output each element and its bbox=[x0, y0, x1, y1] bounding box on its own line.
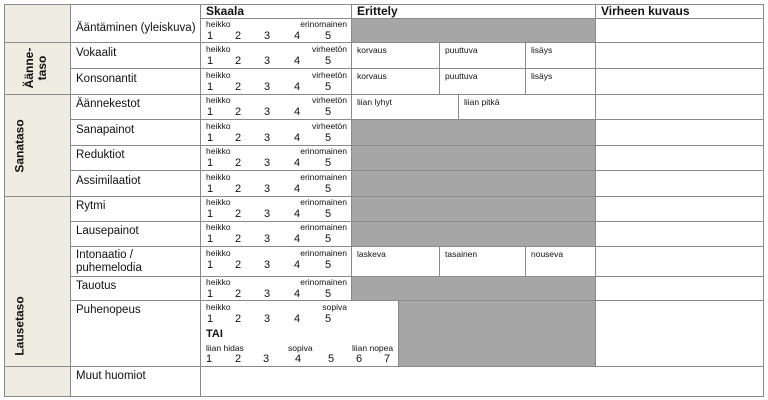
scale-number[interactable]: 3 bbox=[264, 106, 271, 118]
scale-low-label: heikko bbox=[206, 222, 231, 232]
scale-high-label: erinomainen bbox=[300, 19, 347, 29]
rating-scale[interactable] bbox=[204, 43, 350, 69]
category-substitution[interactable]: korvaus bbox=[357, 45, 387, 55]
tempo-scale-number[interactable]: 1 bbox=[206, 353, 213, 365]
scale-number[interactable]: 1 bbox=[207, 55, 214, 67]
scale-high-label: erinomainen bbox=[300, 146, 347, 156]
scale-number[interactable]: 4 bbox=[294, 288, 301, 300]
section-cell-blank bbox=[4, 4, 70, 42]
scale-number[interactable]: 1 bbox=[207, 183, 214, 195]
rating-scale[interactable] bbox=[204, 247, 350, 273]
scale-number[interactable]: 4 bbox=[294, 132, 301, 144]
scale-number[interactable]: 1 bbox=[207, 106, 214, 118]
scale-high-label: virheetön bbox=[312, 95, 347, 105]
rating-scale[interactable] bbox=[204, 301, 350, 327]
scale-number[interactable]: 3 bbox=[264, 81, 271, 93]
scale-high-label: erinomainen bbox=[300, 222, 347, 232]
scale-high-label: erinomainen bbox=[300, 277, 347, 287]
scale-number[interactable]: 2 bbox=[235, 208, 242, 220]
tempo-scale-number[interactable]: 2 bbox=[235, 353, 242, 365]
scale-number[interactable]: 1 bbox=[207, 81, 214, 93]
scale-number[interactable]: 5 bbox=[325, 208, 332, 220]
category-falling[interactable]: laskeva bbox=[357, 249, 386, 259]
scale-number[interactable]: 1 bbox=[207, 208, 214, 220]
shaded-cell bbox=[398, 300, 595, 366]
scale-number[interactable]: 5 bbox=[325, 132, 332, 144]
scale-number[interactable]: 5 bbox=[325, 157, 332, 169]
scale-low-label: heikko bbox=[206, 248, 231, 258]
category-missing[interactable]: puuttuva bbox=[445, 45, 478, 55]
category-missing[interactable]: puuttuva bbox=[445, 71, 478, 81]
scale-low-label: heikko bbox=[206, 95, 231, 105]
scale-number[interactable]: 2 bbox=[235, 288, 242, 300]
scale-number[interactable]: 4 bbox=[294, 259, 301, 271]
item-label: Puhenopeus bbox=[76, 304, 141, 316]
section-cell-notes bbox=[4, 366, 70, 396]
rating-scale[interactable] bbox=[204, 94, 350, 120]
tempo-too-slow-label: liian hidas bbox=[206, 343, 244, 353]
scale-low-label: heikko bbox=[206, 121, 231, 131]
scale-number[interactable]: 4 bbox=[294, 157, 301, 169]
scale-number[interactable]: 1 bbox=[207, 157, 214, 169]
tempo-scale-number[interactable]: 4 bbox=[295, 353, 302, 365]
scale-number[interactable]: 1 bbox=[207, 132, 214, 144]
scale-number[interactable]: 2 bbox=[235, 106, 242, 118]
scale-number[interactable]: 2 bbox=[235, 183, 242, 195]
scale-low-label: heikko bbox=[206, 19, 231, 29]
scale-high-label: sopiva bbox=[322, 302, 347, 312]
scale-high-label: virheetön bbox=[312, 70, 347, 80]
shaded-cell bbox=[351, 276, 595, 300]
scale-number[interactable]: 1 bbox=[207, 313, 214, 325]
section-label-word-level: Sanataso bbox=[12, 119, 27, 173]
scale-number[interactable]: 5 bbox=[325, 30, 332, 42]
scale-number[interactable]: 4 bbox=[294, 55, 301, 67]
rating-scale[interactable] bbox=[204, 18, 350, 44]
item-label: Äännekestot bbox=[76, 98, 140, 110]
rating-scale[interactable] bbox=[204, 69, 350, 95]
item-label: Intonaatio / puhemelodia bbox=[76, 249, 142, 274]
scale-number[interactable]: 5 bbox=[325, 183, 332, 195]
scale-number[interactable]: 2 bbox=[235, 157, 242, 169]
scale-high-label: erinomainen bbox=[300, 172, 347, 182]
header-breakdown: Erittely bbox=[357, 4, 398, 18]
shaded-cell bbox=[351, 18, 595, 42]
scale-number[interactable]: 2 bbox=[235, 259, 242, 271]
category-rising[interactable]: nouseva bbox=[531, 249, 564, 259]
scale-number[interactable]: 5 bbox=[325, 81, 332, 93]
scale-number[interactable]: 4 bbox=[294, 106, 301, 118]
category-too-short[interactable]: liian lyhyt bbox=[357, 97, 392, 107]
scale-low-label: heikko bbox=[206, 70, 231, 80]
scale-number[interactable]: 4 bbox=[294, 183, 301, 195]
scale-number[interactable]: 3 bbox=[264, 132, 271, 144]
scale-number[interactable]: 5 bbox=[325, 259, 332, 271]
tempo-suitable-label: sopiva bbox=[288, 343, 313, 353]
shaded-cell bbox=[351, 119, 595, 196]
section-label-sound-level: Äänne- taso bbox=[22, 47, 49, 89]
scale-number[interactable]: 1 bbox=[207, 233, 214, 245]
rating-scale[interactable] bbox=[204, 276, 350, 302]
scale-number[interactable]: 5 bbox=[325, 106, 332, 118]
header-scale: Skaala bbox=[206, 4, 245, 18]
scale-number[interactable]: 3 bbox=[264, 259, 271, 271]
item-label: Rytmi bbox=[76, 200, 106, 212]
scale-number[interactable]: 5 bbox=[325, 55, 332, 67]
scale-number[interactable]: 3 bbox=[264, 288, 271, 300]
section-label-sentence-level: Lausetaso bbox=[12, 296, 27, 356]
tempo-too-fast-label: liian nopea bbox=[352, 343, 394, 353]
scale-number[interactable]: 4 bbox=[294, 233, 301, 245]
scale-number[interactable]: 2 bbox=[235, 313, 242, 325]
scale-number[interactable]: 3 bbox=[264, 313, 271, 325]
item-label: Muut huomiot bbox=[76, 370, 146, 382]
scale-number[interactable]: 5 bbox=[325, 313, 332, 325]
scale-low-label: heikko bbox=[206, 146, 231, 156]
scale-low-label: heikko bbox=[206, 172, 231, 182]
scale-number[interactable]: 3 bbox=[264, 208, 271, 220]
category-substitution[interactable]: korvaus bbox=[357, 71, 387, 81]
scale-low-label: heikko bbox=[206, 197, 231, 207]
scale-number[interactable]: 4 bbox=[294, 30, 301, 42]
category-flat[interactable]: tasainen bbox=[445, 249, 478, 259]
scale-number[interactable]: 5 bbox=[325, 233, 332, 245]
scale-number[interactable]: 3 bbox=[264, 233, 271, 245]
scale-high-label: virheetön bbox=[312, 121, 347, 131]
header-error-description: Virheen kuvaus bbox=[601, 4, 690, 18]
item-label: Sanapainot bbox=[76, 124, 135, 136]
tempo-scale-number[interactable]: 5 bbox=[328, 353, 335, 365]
category-addition[interactable]: lisäys bbox=[531, 45, 553, 55]
scale-number[interactable]: 2 bbox=[235, 233, 242, 245]
scale-number[interactable]: 2 bbox=[235, 30, 242, 42]
item-label: Ääntäminen (yleiskuva) bbox=[76, 22, 196, 34]
scale-number[interactable]: 1 bbox=[207, 259, 214, 271]
scale-number[interactable]: 1 bbox=[207, 30, 214, 42]
item-label: Tauotus bbox=[76, 280, 117, 292]
rating-scale[interactable] bbox=[204, 120, 350, 146]
category-addition[interactable]: lisäys bbox=[531, 71, 553, 81]
item-label: Vokaalit bbox=[76, 47, 117, 59]
tempo-scale-number[interactable]: 6 bbox=[356, 353, 363, 365]
scale-number[interactable]: 3 bbox=[264, 157, 271, 169]
scale-number[interactable]: 4 bbox=[294, 81, 301, 93]
rating-scale[interactable] bbox=[204, 145, 350, 171]
scale-number[interactable]: 5 bbox=[325, 288, 332, 300]
rating-scale[interactable] bbox=[204, 171, 350, 197]
rating-scale[interactable] bbox=[204, 221, 350, 247]
scale-low-label: heikko bbox=[206, 302, 231, 312]
scale-number[interactable]: 2 bbox=[235, 132, 242, 144]
scale-number[interactable]: 3 bbox=[264, 30, 271, 42]
scale-number[interactable]: 1 bbox=[207, 288, 214, 300]
scale-number[interactable]: 4 bbox=[294, 208, 301, 220]
scale-high-label: erinomainen bbox=[300, 248, 347, 258]
scale-low-label: heikko bbox=[206, 277, 231, 287]
item-label: Konsonantit bbox=[76, 73, 137, 85]
scale-number[interactable]: 2 bbox=[235, 81, 242, 93]
scale-number[interactable]: 4 bbox=[294, 313, 301, 325]
rating-scale[interactable] bbox=[204, 196, 350, 222]
tempo-scale-number[interactable]: 7 bbox=[384, 353, 391, 365]
item-label: Assimilaatiot bbox=[76, 175, 141, 187]
item-label: Reduktiot bbox=[76, 149, 125, 161]
scale-high-label: erinomainen bbox=[300, 197, 347, 207]
tempo-scale-number[interactable]: 3 bbox=[263, 353, 270, 365]
scale-number[interactable]: 3 bbox=[264, 55, 271, 67]
category-too-long[interactable]: liian pitkä bbox=[464, 97, 500, 107]
scale-number[interactable]: 3 bbox=[264, 183, 271, 195]
scale-number[interactable]: 2 bbox=[235, 55, 242, 67]
or-label: TAI bbox=[206, 328, 223, 340]
scale-low-label: heikko bbox=[206, 44, 231, 54]
scale-high-label: virheetön bbox=[312, 44, 347, 54]
item-label: Lausepainot bbox=[76, 225, 139, 237]
